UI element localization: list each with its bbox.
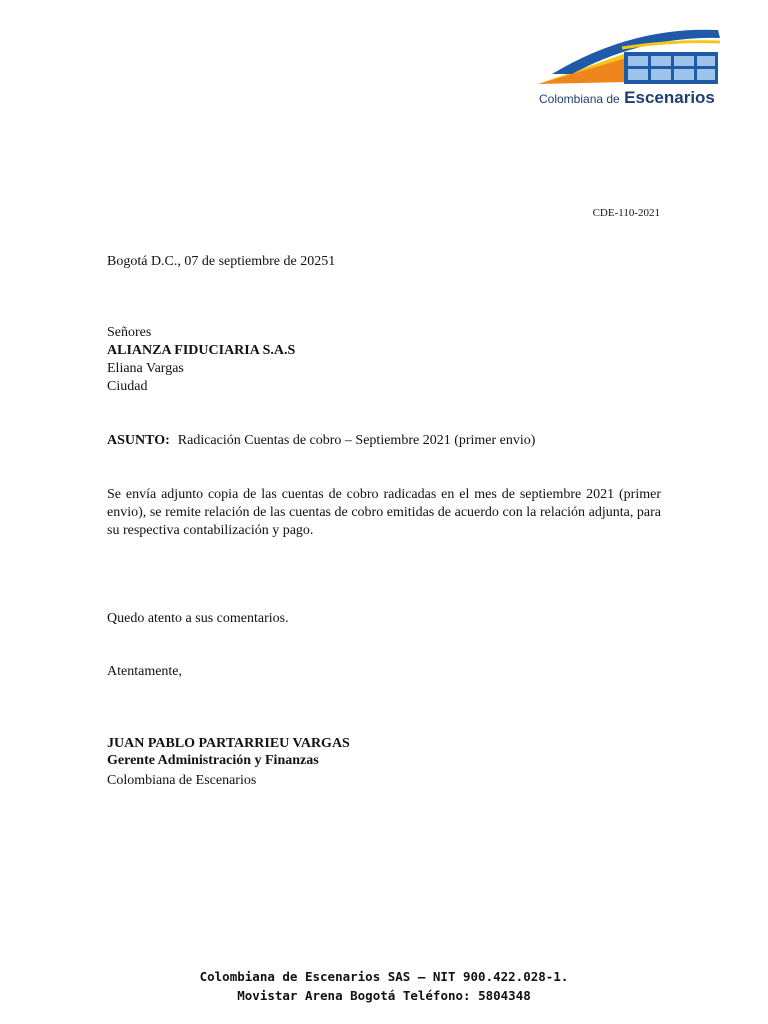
subject-text: Radicación Cuentas de cobro – Septiembre 2021 (primer envio) (177, 433, 536, 448)
signature-title: Gerente Administración y Finanzas (107, 753, 319, 768)
document-reference: CDE-110-2021 (592, 207, 660, 219)
date-line: Bogotá D.C., 07 de septiembre de 20251 (107, 254, 336, 269)
footer-line-1: Colombiana de Escenarios SAS – NIT 900.422.028-1. (199, 969, 569, 984)
subject-line (107, 432, 535, 450)
logo-big-text: Escenarios (624, 88, 715, 107)
recipient-salutation: Señores (107, 325, 152, 340)
stadium-arena-logo-icon (512, 18, 748, 88)
recipient-city: Ciudad (107, 379, 148, 394)
letter-body: Se envía adjunto copia de las cuentas de cobro radicadas en el mes de septiembre 2021 (primer envio), se remite relación de las cuentas de cobro emitidas de acuerdo con la relación adjunta, para su respectiva contabilización y pago. (107, 487, 661, 538)
recipient-company: ALIANZA FIDUCIARIA S.A.S (107, 343, 296, 358)
valediction: Atentamente, (107, 664, 183, 679)
recipient-person: Eliana Vargas (107, 361, 184, 376)
logo-wordmark (539, 89, 715, 107)
subject-label: ASUNTO: (107, 433, 170, 448)
signature-name: JUAN PABLO PARTARRIEU VARGAS (107, 736, 350, 751)
closing-remark: Quedo atento a sus comentarios. (107, 611, 289, 626)
logo-small-text: Colombiana de (539, 92, 620, 106)
footer-line-2: Movistar Arena Bogotá Teléfono: 5804348 (237, 988, 531, 1003)
company-logo (512, 18, 748, 118)
signature-company: Colombiana de Escenarios (107, 773, 257, 788)
